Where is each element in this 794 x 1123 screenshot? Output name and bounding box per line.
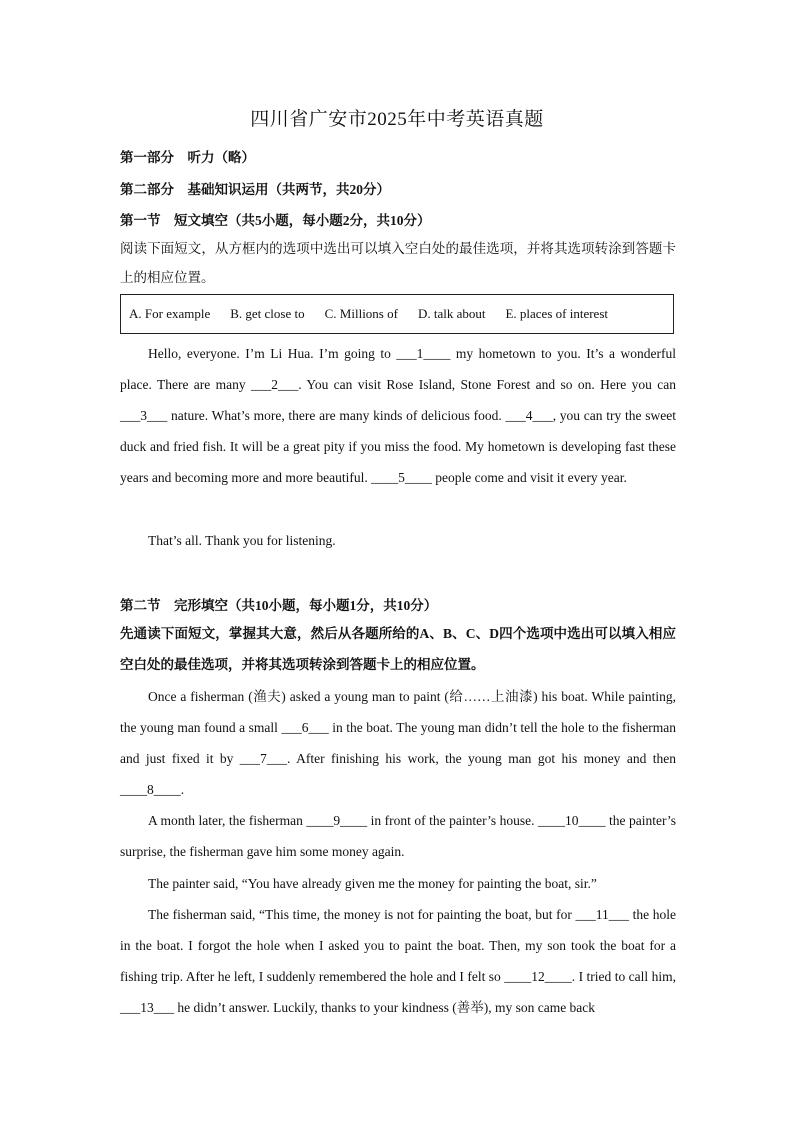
options-box [120,294,674,334]
passage2-paragraph-4: The fisherman said, “This time, the money is not for painting the boat, but for ___11___ the hole in the boat. I forgot the hole when I asked you to paint the boat. Then, my son took the boat for a fishing trip. After he left, I suddenly remembered the hole and I felt so ____12____. I tried to call him, ___13___ he didn’t answer. Luckily, thanks to your kindness (善举), my son came back [120,907,676,1015]
option-e: E. places of interest [505,306,608,321]
option-c: C. Millions of [324,306,398,321]
option-b: B. get close to [230,306,305,321]
part2-heading: 第二部分 基础知识运用（共两节，共20分） [120,182,390,197]
section1-heading: 第一节 短文填空（共5小题，每小题2分，共10分） [120,213,431,228]
section2-instructions: 先通读下面短文，掌握其大意，然后从各题所给的A、B、C、D四个选项中选出可以填入相应空白处的最佳选项，并将其选项转涂到答题卡上的相应位置。 [120,626,676,672]
page-title: 四川省广安市2025年中考英语真题 [250,109,544,130]
passage1-closing: That’s all. Thank you for listening. [148,533,336,548]
passage1-paragraph: Hello, everyone. I’m Li Hua. I’m going to ___1____ my hometown to you. It’s a wonderful place. There are many ___2___. You can visit Rose Island, Stone Forest and so on. Here you can ___3___ nature. What’s more, there are many kinds of delicious food. ___4___, you can try the sweet duck and fried fish. It will be a great pity if you miss the food. My hometown is developing fast these years and becoming more and more beautiful. ____5____ people come and visit it every year. [120,346,676,485]
part1-heading: 第一部分 听力（略） [120,150,255,165]
passage2-paragraph-3: The painter said, “You have already given me the money for painting the boat, sir.” [148,876,597,891]
passage2-paragraph-2: A month later, the fisherman ____9____ in front of the painter’s house. ____10____ the painter’s surprise, the fisherman gave him some money again. [120,813,676,859]
option-d: D. talk about [417,306,486,321]
section1-instructions: 阅读下面短文，从方框内的选项中选出可以填入空白处的最佳选项，并将其选项转涂到答题卡上的相应位置。 [120,241,676,285]
passage2-paragraph-1: Once a fisherman (渔夫) asked a young man to paint (给……上油漆) his boat. While painting, the young man found a small ___6___ in the boat. The young man didn’t tell the hole to the fisherman and just fixed it by ___7___. After finishing his work, the young man got his money and then ____8____. [120,689,676,797]
option-a: A. For example [129,306,211,321]
section2-heading: 第二节 完形填空（共10小题，每小题1分，共10分） [120,598,438,613]
